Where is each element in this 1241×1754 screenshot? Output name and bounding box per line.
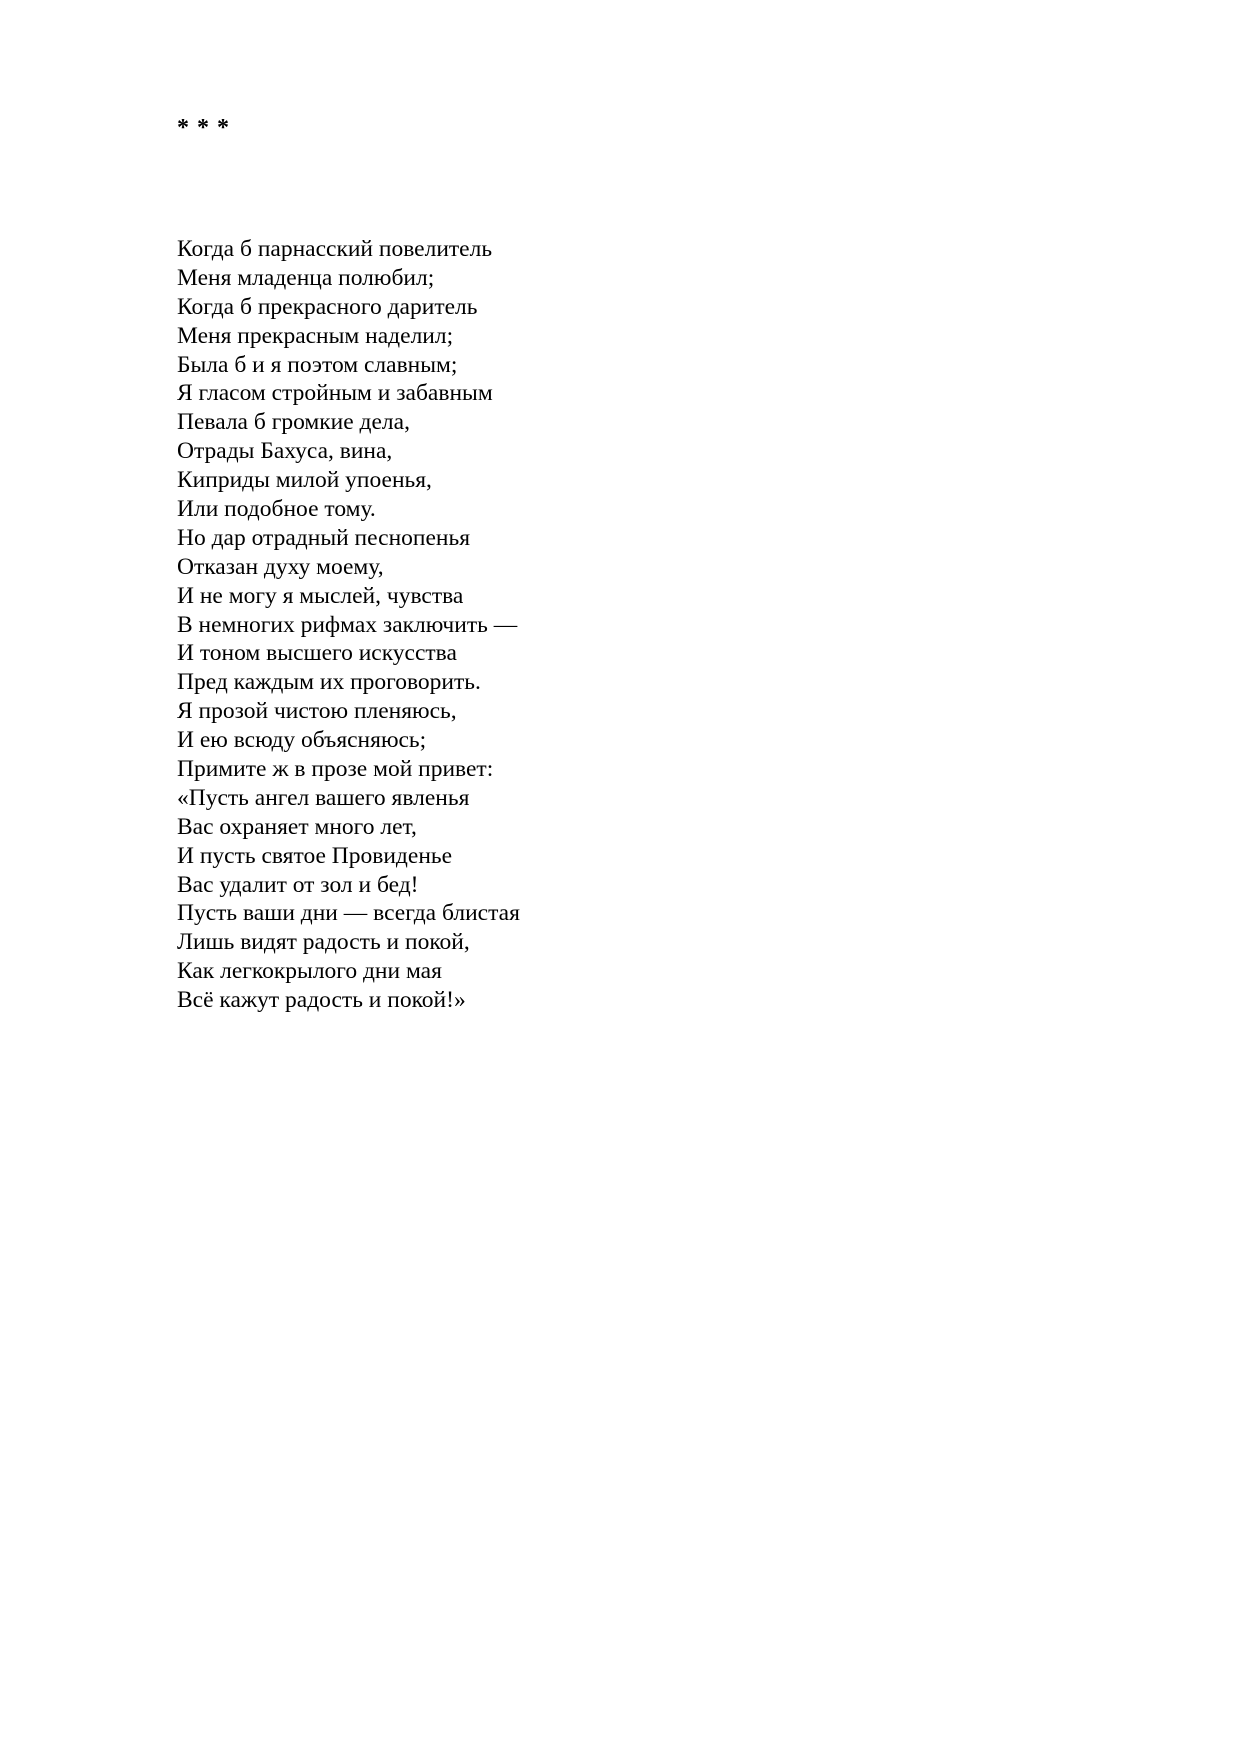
poem-line: Вас охраняет много лет, <box>177 813 417 840</box>
poem-line: Киприды милой упоенья, <box>177 467 432 494</box>
poem-line: Всё кажут радость и покой!» <box>177 987 466 1014</box>
poem-line: Певала б громкие дела, <box>177 409 410 436</box>
poem-line: И тоном высшего искусства <box>177 640 457 667</box>
poem-line: В немногих рифмах заключить — <box>177 611 518 638</box>
poem-line: Я гласом стройным и забавным <box>177 380 493 407</box>
poem-line: И ею всюду объясняюсь; <box>177 727 427 754</box>
poem-line: Примите ж в прозе мой привет: <box>177 756 494 783</box>
poem-line: И не могу я мыслей, чувства <box>177 582 464 609</box>
poem-line: Лишь видят радость и покой, <box>177 929 470 956</box>
poem-line: Как легкокрылого дни мая <box>177 958 442 985</box>
poem-line: Пусть ваши дни — всегда блистая <box>177 900 520 927</box>
section-mark: * * * <box>177 115 230 141</box>
poem-line: Вас удалит от зол и бед! <box>177 871 419 898</box>
poem-line: Или подобное тому. <box>177 496 376 523</box>
poem-line: «Пусть ангел вашего явленья <box>177 784 470 811</box>
poem-line: Когда б прекрасного даритель <box>177 293 478 320</box>
poem-body <box>177 235 520 1015</box>
poem-line: Была б и я поэтом славным; <box>177 351 458 378</box>
poem-line: И пусть святое Провиденье <box>177 842 453 869</box>
poem-line: Отказан духу моему, <box>177 553 384 580</box>
poem-line: Отрады Бахуса, вина, <box>177 438 393 465</box>
poem-line: Пред каждым их проговорить. <box>177 669 481 696</box>
poem-line: Когда б парнасский повелитель <box>177 236 493 262</box>
poem-line: Я прозой чистою пленяюсь, <box>177 698 457 725</box>
poem-line: Меня прекрасным наделил; <box>177 322 454 349</box>
poem-line: Меня младенца полюбил; <box>177 264 435 291</box>
poem-line: Но дар отрадный песнопенья <box>177 524 471 551</box>
